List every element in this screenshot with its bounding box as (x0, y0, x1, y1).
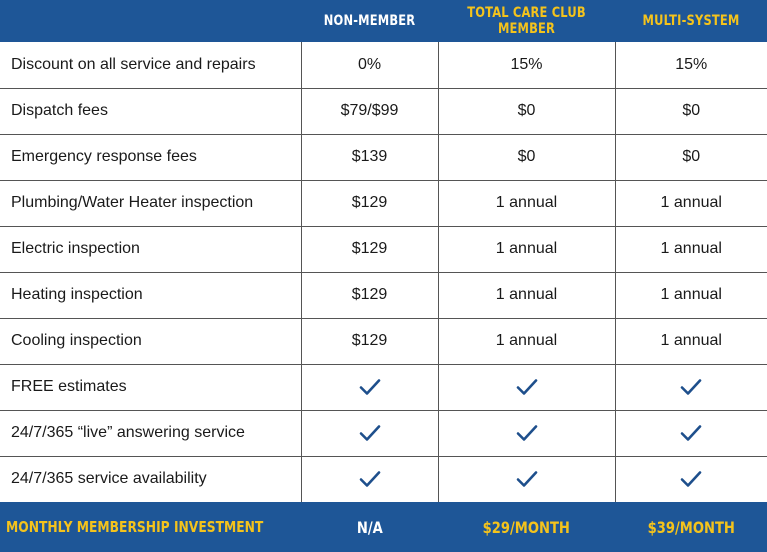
footer-non-member-price: N/A (356, 517, 383, 537)
check-icon (615, 364, 767, 410)
feature-label: Discount on all service and repairs (0, 42, 301, 88)
footer-multi-system-cell (615, 502, 767, 552)
value-cell: $129 (301, 272, 438, 318)
value-cell: $0 (438, 134, 615, 180)
value-cell: $129 (301, 318, 438, 364)
footer-non-member-cell (301, 502, 438, 552)
table-row (0, 318, 767, 364)
value-cell: 1 annual (438, 226, 615, 272)
value-cell: 1 annual (438, 272, 615, 318)
header-multi-system: MULTI-SYSTEM (642, 13, 740, 29)
value-cell: 0% (301, 42, 438, 88)
value-cell: 1 annual (615, 180, 767, 226)
footer-multi-system-price: $39/MONTH (647, 517, 735, 537)
header-row (0, 0, 767, 42)
value-cell: 1 annual (438, 318, 615, 364)
value-cell: $0 (615, 88, 767, 134)
value-cell: $129 (301, 226, 438, 272)
footer-label: MONTHLY MEMBERSHIP INVESTMENT (6, 518, 264, 536)
table-row (0, 364, 767, 410)
value-cell: 1 annual (615, 272, 767, 318)
value-cell: 1 annual (438, 180, 615, 226)
feature-label: 24/7/365 service availability (0, 456, 301, 502)
feature-label: Electric inspection (0, 226, 301, 272)
table-row (0, 226, 767, 272)
footer-row (0, 502, 767, 552)
check-icon (438, 456, 615, 502)
check-icon (438, 410, 615, 456)
table-row (0, 410, 767, 456)
value-cell: $79/$99 (301, 88, 438, 134)
check-icon (438, 364, 615, 410)
header-club-member: TOTAL CARE CLUB MEMBER (467, 5, 586, 37)
feature-label: 24/7/365 “live” answering service (0, 410, 301, 456)
table-row (0, 88, 767, 134)
table-row (0, 180, 767, 226)
table-row (0, 134, 767, 180)
feature-label: FREE estimates (0, 364, 301, 410)
feature-label: Plumbing/Water Heater inspection (0, 180, 301, 226)
check-icon (301, 364, 438, 410)
check-icon (615, 456, 767, 502)
table-row (0, 272, 767, 318)
footer-club-member-price: $29/MONTH (482, 517, 571, 537)
check-icon (301, 410, 438, 456)
value-cell: 1 annual (615, 226, 767, 272)
value-cell: 15% (615, 42, 767, 88)
feature-label: Emergency response fees (0, 134, 301, 180)
footer-club-member-cell (438, 502, 615, 552)
table-row (0, 42, 767, 88)
value-cell: $0 (438, 88, 615, 134)
value-cell: $139 (301, 134, 438, 180)
check-icon (615, 410, 767, 456)
value-cell: 1 annual (615, 318, 767, 364)
value-cell: $0 (615, 134, 767, 180)
table-row (0, 456, 767, 502)
feature-label: Dispatch fees (0, 88, 301, 134)
header-non-member: NON-MEMBER (323, 13, 416, 29)
header-blank-cell (27, 0, 274, 42)
feature-label: Cooling inspection (0, 318, 301, 364)
feature-label: Heating inspection (0, 272, 301, 318)
footer-label-cell (0, 502, 301, 552)
value-cell: $129 (301, 180, 438, 226)
check-icon (301, 456, 438, 502)
value-cell: 15% (438, 42, 615, 88)
